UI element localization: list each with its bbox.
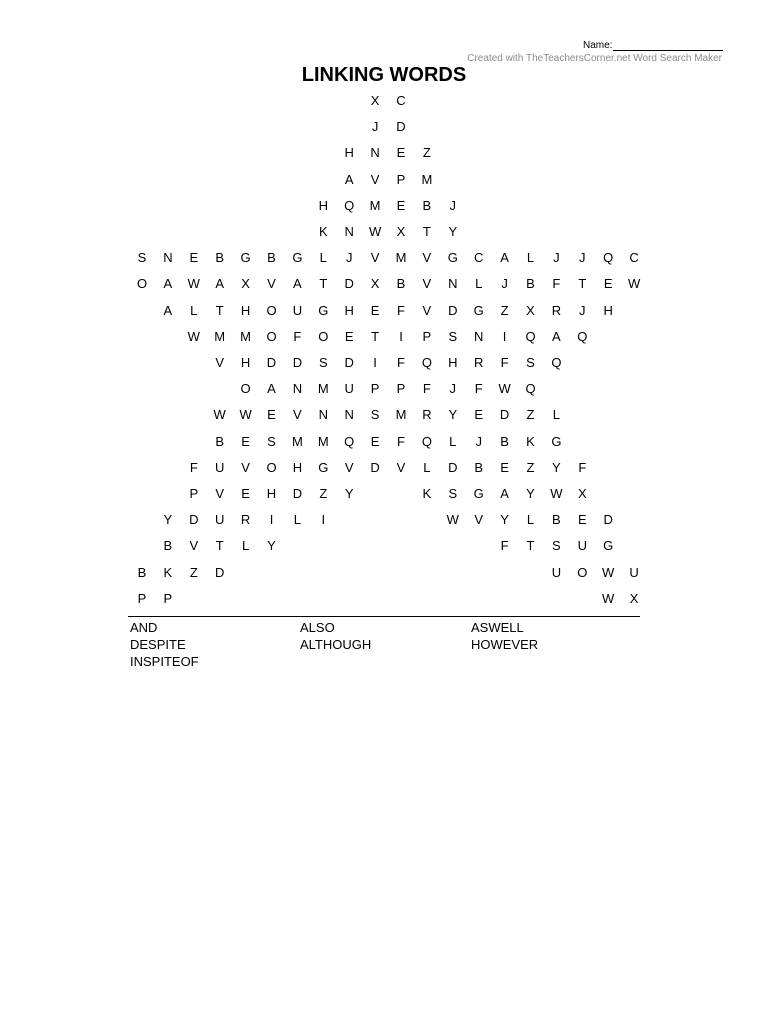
grid-letter: P [163, 590, 173, 606]
grid-letter: P [137, 590, 147, 606]
grid-letter: D [448, 302, 458, 318]
grid-letter: D [214, 564, 225, 580]
grid-letter: X [629, 590, 639, 606]
grid-letter: C [396, 93, 406, 108]
grid-letter: F [500, 538, 509, 554]
grid-letter: S [267, 433, 276, 449]
grid-letter: W [550, 486, 563, 501]
grid-letter: W [187, 276, 200, 292]
grid-letter: M [214, 328, 226, 344]
grid-letter: L [526, 250, 535, 266]
name-label: Name: [583, 40, 613, 51]
grid-letter: H [344, 145, 354, 161]
grid-letter: H [240, 302, 251, 318]
grid-letter: U [292, 302, 303, 318]
grid-letter: B [396, 276, 406, 292]
grid-letter: V [344, 459, 354, 475]
grid-letter: V [370, 250, 380, 266]
grid-letter: D [370, 459, 380, 475]
grid-letter: W [498, 381, 511, 397]
grid-letter: L [190, 302, 198, 318]
grid-letter: H [240, 355, 251, 370]
grid-letter: B [474, 459, 484, 475]
grid-letter: T [578, 276, 587, 292]
grid-letter: D [448, 459, 458, 475]
grid-letter: A [552, 328, 561, 344]
grid-letter: K [318, 224, 328, 239]
grid-letter: S [318, 355, 328, 370]
grid-letter: B [552, 512, 561, 528]
grid-letter: Q [577, 328, 588, 344]
grid-letter: J [449, 381, 457, 397]
grid-letter: E [344, 328, 354, 344]
grid-letter: J [579, 302, 586, 318]
grid-letter: A [163, 276, 173, 292]
grid-letter: Q [421, 355, 432, 370]
grid-letter: G [473, 486, 484, 501]
grid-letter: D [189, 512, 199, 528]
grid-letter: L [319, 250, 327, 266]
word-list-item: INSPITEOF [130, 654, 199, 669]
grid-letter: Q [551, 355, 562, 370]
grid-letter: J [345, 250, 353, 266]
grid-letter: S [526, 355, 535, 370]
grid-letter: H [318, 197, 328, 213]
grid-letter: G [318, 302, 329, 318]
grid-letter: B [137, 564, 147, 580]
grid-letter: B [215, 250, 225, 266]
grid-letter: B [500, 433, 509, 449]
grid-letter: V [267, 276, 276, 292]
grid-letter: N [473, 328, 484, 344]
grid-letter: W [213, 407, 226, 423]
grid-letter: Q [525, 328, 536, 344]
grid-letter: O [266, 459, 277, 475]
grid-letter: G [240, 250, 251, 266]
grid-letter: S [370, 407, 380, 423]
grid-letter: P [396, 171, 406, 187]
grid-letter: Y [526, 486, 535, 501]
grid-letter: M [395, 250, 407, 266]
grid-letter: D [396, 119, 406, 135]
grid-letter: Y [163, 512, 173, 528]
grid-letter: Y [500, 512, 509, 528]
grid-letter: N [292, 381, 303, 397]
grid-letter: U [344, 381, 354, 397]
grid-letter: Q [344, 433, 355, 449]
grid-letter: L [526, 512, 535, 528]
grid-letter: F [552, 276, 561, 292]
grid-letter: K [526, 433, 535, 449]
grid-letter: L [475, 276, 483, 292]
grid-letter: W [602, 590, 615, 606]
grid-letter: V [422, 302, 432, 318]
grid-letter: P [370, 381, 380, 397]
grid-letter: D [344, 355, 354, 370]
grid-letter: J [579, 250, 586, 266]
grid-letter: V [241, 459, 250, 475]
grid-letter: R [551, 302, 562, 318]
grid-letter: E [500, 459, 509, 475]
grid-letter: A [215, 276, 225, 292]
grid-letter: S [137, 250, 147, 266]
grid-letter: Q [603, 250, 614, 266]
grid-letter: T [422, 224, 431, 239]
grid-letter: C [473, 250, 484, 266]
grid-letter: Y [552, 459, 561, 475]
grid-letter: F [422, 381, 431, 397]
grid-letter: B [422, 197, 432, 213]
grid-letter: R [422, 407, 432, 423]
grid-letter: M [421, 171, 433, 187]
grid-letter: P [396, 381, 406, 397]
grid-letter: F [397, 302, 405, 318]
grid-letter: Q [421, 433, 432, 449]
grid-letter: A [344, 171, 354, 187]
grid-letter: V [422, 276, 432, 292]
grid-letter: E [267, 407, 276, 423]
grid-letter: S [448, 328, 458, 344]
grid-letter: O [577, 564, 588, 580]
grid-letter: A [267, 381, 276, 397]
grid-letter: F [578, 459, 587, 475]
grid-letter: N [370, 145, 380, 161]
grid-letter: W [187, 328, 200, 344]
grid-letter: N [344, 407, 354, 423]
grid-letter: O [318, 328, 329, 344]
grid-letter: U [551, 564, 562, 580]
grid-letter: Q [344, 197, 355, 213]
grid-letter: R [473, 355, 484, 370]
grid-letter: F [474, 381, 483, 397]
grid-letter: X [241, 276, 250, 292]
grid-letter: G [603, 538, 614, 554]
grid-letter: W [602, 564, 615, 580]
grid-letter: I [269, 512, 274, 528]
grid-letter: D [603, 512, 613, 528]
grid-letter: Z [422, 145, 431, 161]
grid-letter: S [448, 486, 458, 501]
grid-letter: M [317, 381, 329, 397]
grid-letter: W [368, 224, 382, 239]
grid-letter: L [423, 459, 431, 475]
grid-letter: J [501, 276, 508, 292]
grid-letter: I [502, 328, 507, 344]
grid-letter: G [473, 302, 484, 318]
grid-letter: V [474, 512, 484, 528]
grid-letter: D [344, 276, 354, 292]
grid-letter: X [526, 302, 535, 318]
grid-letter: G [292, 250, 303, 266]
grid-letter: E [603, 276, 613, 292]
grid-letter: L [241, 538, 250, 554]
grid-letter: F [293, 328, 302, 344]
grid-letter: G [447, 250, 458, 266]
grid-letter: Z [500, 302, 509, 318]
grid-letter: T [215, 302, 224, 318]
grid-letter: O [136, 276, 148, 292]
grid-letter: I [399, 328, 403, 344]
credit-text: Created with TheTeachersCorner.net Word Search Maker [467, 53, 722, 64]
grid-letter: V [422, 250, 432, 266]
grid-letter: M [395, 407, 407, 423]
grid-letter: X [577, 486, 587, 501]
grid-letter: G [551, 433, 562, 449]
page-title: LINKING WORDS [301, 64, 467, 86]
word-list-item: AND [130, 620, 158, 635]
grid-letter: P [189, 486, 199, 501]
grid-letter: Y [267, 538, 276, 554]
grid-letter: J [475, 433, 482, 449]
grid-letter: O [266, 328, 277, 344]
grid-letter: Z [319, 486, 328, 501]
grid-letter: N [448, 276, 458, 292]
grid-letter: U [214, 512, 225, 528]
grid-letter: Z [189, 564, 198, 580]
grid-letter: E [189, 250, 199, 266]
grid-letter: O [240, 381, 251, 397]
grid-letter: H [448, 355, 458, 370]
grid-letter: L [293, 512, 301, 528]
grid-letter: N [163, 250, 173, 266]
grid-letter: C [629, 250, 639, 266]
grid-letter: D [499, 407, 510, 423]
grid-letter: L [552, 407, 560, 423]
grid-letter: M [291, 433, 303, 449]
grid-letter: J [553, 250, 560, 266]
grid-letter: F [500, 355, 509, 370]
grid-letter: W [627, 276, 641, 292]
grid-letter: X [396, 224, 406, 239]
grid-letter: Y [344, 486, 354, 501]
grid-letter: R [240, 512, 251, 528]
grid-letter: G [318, 459, 329, 475]
grid-letter: J [449, 197, 457, 213]
grid-letter: Y [448, 407, 458, 423]
grid-letter: U [629, 564, 639, 580]
grid-letter: E [370, 302, 380, 318]
grid-letter: M [240, 328, 252, 344]
grid-letter: D [292, 486, 303, 501]
grid-letter: T [319, 276, 328, 292]
grid-letter: E [396, 197, 406, 213]
grid-letter: Q [525, 381, 536, 397]
grid-letter: H [292, 459, 303, 475]
grid-letter: T [215, 538, 224, 554]
grid-letter: A [163, 302, 173, 318]
grid-letter: A [500, 250, 509, 266]
grid-letter: E [396, 145, 406, 161]
grid-letter: B [267, 250, 276, 266]
grid-divider-line [128, 616, 640, 617]
word-list-item: ALSO [300, 620, 335, 635]
grid-letter: V [189, 538, 199, 554]
grid-letter: V [370, 171, 380, 187]
grid-letter: A [293, 276, 302, 292]
grid-letter: M [369, 197, 381, 213]
grid-letter: I [321, 512, 326, 528]
grid-letter: H [603, 302, 613, 318]
grid-letter: Z [526, 407, 535, 423]
grid-letter: A [500, 486, 509, 501]
grid-letter: N [344, 224, 354, 239]
grid-letter: V [396, 459, 406, 475]
grid-letter: U [577, 538, 587, 554]
grid-letter: L [449, 433, 457, 449]
grid-letter: T [526, 538, 535, 554]
grid-letter: D [266, 355, 277, 370]
grid-letter: Y [448, 224, 458, 239]
grid-letter: V [215, 355, 225, 370]
grid-letter: F [397, 355, 405, 370]
grid-letter: T [371, 328, 380, 344]
grid-letter: H [266, 486, 277, 501]
grid-letter: N [318, 407, 328, 423]
grid-letter: O [266, 302, 277, 318]
grid-letter: Z [526, 459, 535, 475]
grid-letter: X [370, 276, 380, 292]
grid-letter: E [577, 512, 587, 528]
grid-letter: D [292, 355, 303, 370]
grid-letter: E [241, 486, 250, 501]
grid-letter: E [370, 433, 380, 449]
grid-letter: S [552, 538, 561, 554]
grid-letter: V [215, 486, 225, 501]
grid-letter: P [422, 328, 432, 344]
grid-letter: E [241, 433, 250, 449]
word-list-item: HOWEVER [471, 637, 539, 652]
word-list-item: DESPITE [130, 637, 186, 652]
grid-letter: H [344, 302, 354, 318]
grid-letter: I [373, 355, 377, 370]
grid-letter: X [370, 93, 380, 108]
grid-letter: F [189, 459, 198, 475]
grid-letter: B [163, 538, 173, 554]
grid-letter: M [317, 433, 329, 449]
grid-letter: B [526, 276, 535, 292]
grid-letter: W [239, 407, 252, 423]
grid-letter: B [215, 433, 225, 449]
word-list-item: ALTHOUGH [300, 637, 372, 652]
grid-letter: E [474, 407, 484, 423]
grid-letter: F [397, 433, 405, 449]
grid-letter: J [371, 119, 379, 135]
grid-letter: K [422, 486, 432, 501]
word-list-item: ASWELL [471, 620, 524, 635]
grid-letter: K [163, 564, 173, 580]
grid-letter: U [214, 459, 225, 475]
grid-letter: V [293, 407, 302, 423]
grid-letter: W [446, 512, 459, 528]
